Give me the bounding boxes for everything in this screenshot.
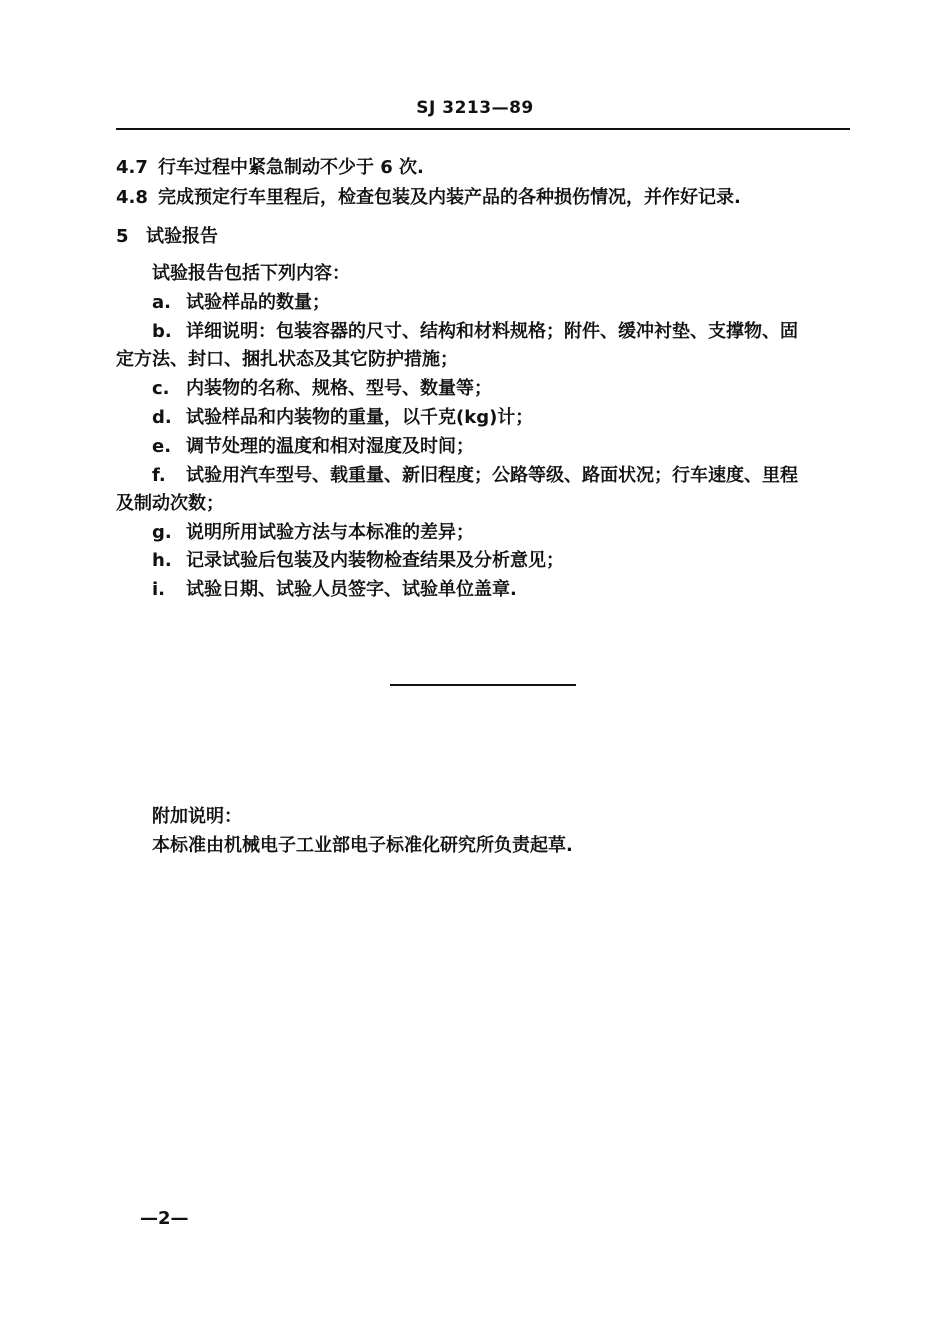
- section-4-7: [116, 156, 424, 180]
- page-number: —2—: [140, 1208, 189, 1229]
- additional-note-title: 附加说明：: [152, 806, 242, 827]
- header-divider: [116, 128, 850, 130]
- report-intro: 试验报告包括下列内容：: [152, 263, 350, 284]
- report-item-f-continued: 及制动次数；: [116, 493, 224, 514]
- item-text: 调节处理的温度和相对湿度及时间；: [186, 436, 474, 457]
- item-text: 试验日期、试验人员签字、试验单位盖章.: [186, 579, 517, 600]
- item-letter: c.: [152, 378, 170, 399]
- item-text: 内装物的名称、规格、型号、数量等；: [186, 378, 492, 399]
- item-letter: e.: [152, 436, 172, 457]
- report-item-g: [152, 521, 474, 545]
- report-item-a: [152, 291, 330, 315]
- section-number: 5: [116, 226, 129, 247]
- item-letter: i.: [152, 579, 166, 600]
- section-text: 完成预定行车里程后，检查包装及内装产品的各种损伤情况，并作好记录.: [158, 187, 741, 208]
- item-letter: h.: [152, 550, 172, 571]
- section-5-heading: [116, 225, 218, 249]
- item-text: 说明所用试验方法与本标准的差异；: [186, 522, 474, 543]
- report-item-i: [152, 578, 517, 602]
- report-item-b-continued: 定方法、封口、捆扎状态及其它防护措施；: [116, 349, 458, 370]
- section-title: 试验报告: [146, 226, 218, 247]
- item-text: 详细说明：包装容器的尺寸、结构和材料规格；附件、缓冲衬垫、支撑物、固: [186, 321, 798, 342]
- report-item-e: [152, 435, 474, 459]
- section-number: 4.7: [116, 157, 148, 178]
- item-letter: a.: [152, 292, 171, 313]
- standard-code-header: SJ 3213—89: [416, 98, 534, 118]
- report-item-b: [152, 320, 798, 344]
- item-letter: f.: [152, 465, 166, 486]
- report-item-f: [152, 464, 798, 488]
- item-text: 记录试验后包装及内装物检查结果及分析意见；: [186, 550, 564, 571]
- item-letter: g.: [152, 522, 172, 543]
- item-letter: b.: [152, 321, 172, 342]
- additional-note-text: 本标准由机械电子工业部电子标准化研究所负责起草.: [152, 835, 573, 856]
- item-text: 试验用汽车型号、载重量、新旧程度；公路等级、路面状况；行车速度、里程: [186, 465, 798, 486]
- section-4-8: [116, 186, 741, 210]
- item-letter: d.: [152, 407, 172, 428]
- report-item-h: [152, 549, 564, 573]
- section-number: 4.8: [116, 187, 148, 208]
- end-of-standard-rule: [390, 684, 576, 686]
- report-item-d: [152, 406, 533, 430]
- item-text: 试验样品和内装物的重量，以千克(kg)计；: [186, 407, 534, 428]
- report-item-c: [152, 377, 492, 401]
- section-text: 行车过程中紧急制动不少于 6 次.: [158, 157, 424, 178]
- item-text: 试验样品的数量；: [186, 292, 330, 313]
